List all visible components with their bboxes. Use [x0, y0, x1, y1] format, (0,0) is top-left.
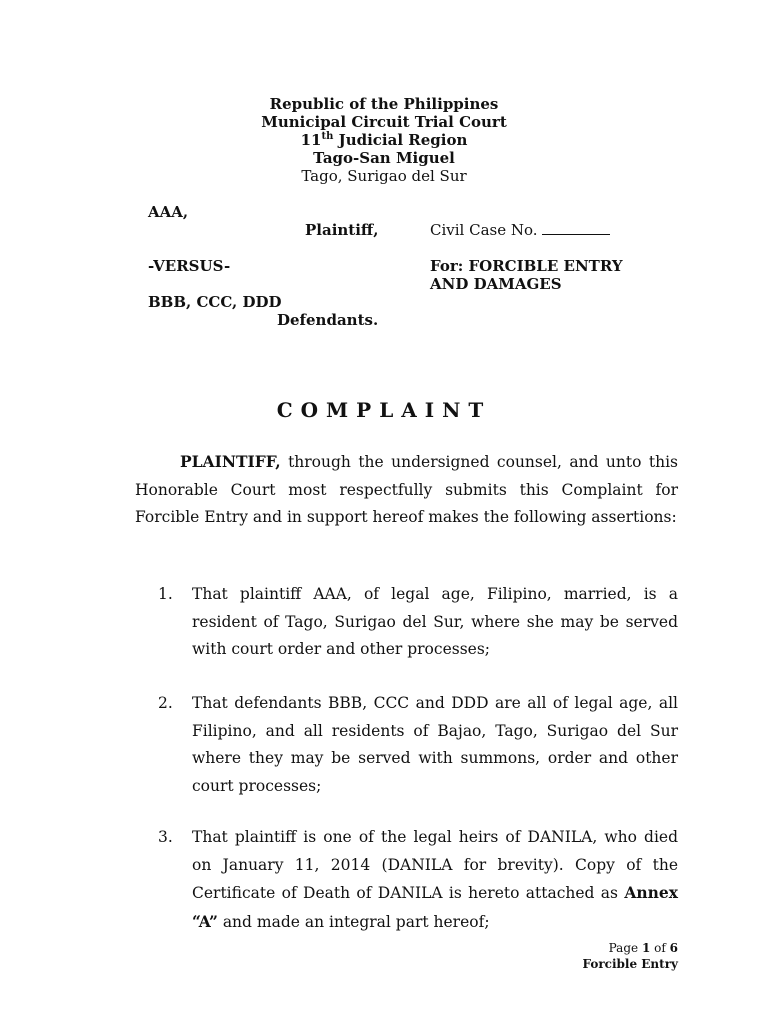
- case-number-blank: [542, 222, 610, 235]
- header-region: 11th Judicial Region: [300, 131, 468, 149]
- header-branch: Tago-San Miguel: [313, 149, 455, 167]
- versus-label: -VERSUS-: [148, 257, 231, 275]
- defendants-label: Defendants.: [277, 311, 379, 329]
- item-2-number: 2.: [158, 694, 173, 712]
- item-2-text: That defendants BBB, CCC and DDD are all of legal age, all Filipino, and all residents of Bajao, Tago, Surigao del Sur where they may be served with summons, order and other court processes;: [192, 694, 678, 795]
- plaintiff-name: AAA,: [148, 203, 189, 221]
- document-title: COMPLAINT: [276, 398, 492, 422]
- page-number: Page 1 of 6: [608, 941, 678, 955]
- header-republic: Republic of the Philippines: [269, 95, 499, 113]
- defendants-names: BBB, CCC, DDD: [148, 293, 282, 311]
- header-court: Municipal Circuit Trial Court: [261, 113, 507, 131]
- annex-reference: Annex “A”: [192, 883, 678, 931]
- item-1-text: That plaintiff AAA, of legal age, Filipino, married, is a resident of Tago, Surigao del Sur, where she may be served with court order and other processes;: [192, 585, 678, 658]
- header-location: Tago, Surigao del Sur: [301, 167, 467, 185]
- footer-label: Forcible Entry: [582, 957, 678, 971]
- case-nature-line1: For: FORCIBLE ENTRY: [430, 257, 623, 275]
- civil-case-number: Civil Case No.: [430, 221, 610, 239]
- intro-paragraph: PLAINTIFF, through the undersigned counsel, and unto this Honorable Court most respectfully submits this Complaint for Forcible Entry and in support hereof makes the following assertions:: [135, 452, 678, 526]
- intro-party: PLAINTIFF,: [180, 452, 281, 471]
- plaintiff-label: Plaintiff,: [305, 221, 379, 239]
- item-3-text: That plaintiff is one of the legal heirs of DANILA, who died on January 11, 2014 (DANILA for brevity). Copy of the Certificate of Death of DANILA is hereto attached as Annex “A” and made an integral part hereof;: [192, 828, 678, 931]
- item-1-number: 1.: [158, 585, 173, 603]
- case-nature-line2: AND DAMAGES: [430, 275, 562, 293]
- item-3-number: 3.: [158, 828, 173, 846]
